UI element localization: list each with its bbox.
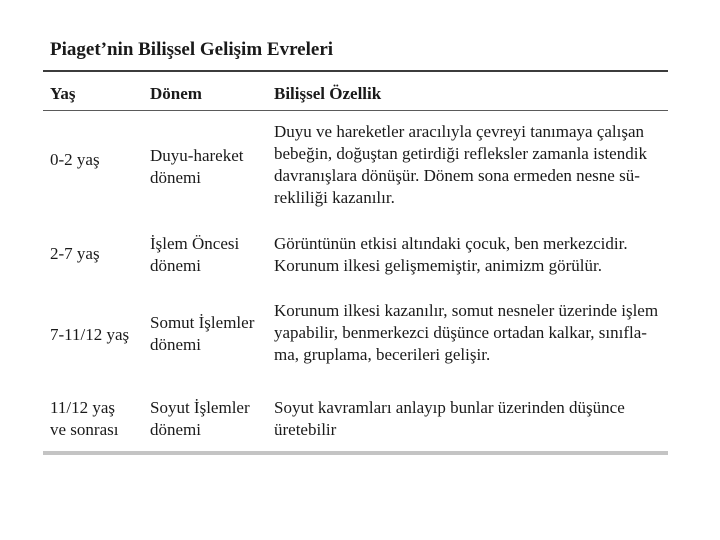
row-3-feature — [274, 300, 658, 366]
row-3-feature-line-3: ma, gruplama, becerileri gelişir. — [274, 345, 491, 364]
row-2-period — [150, 233, 239, 277]
row-3-period-line-1: Somut İşlemler — [150, 313, 255, 332]
row-1-period-line-1: Duyu-hareket — [150, 146, 244, 165]
row-1-feature-line-1: Duyu ve hareketler aracılıyla çevreyi tanımaya çalışan — [274, 122, 645, 141]
header-age: Yaş — [50, 84, 76, 103]
row-2-feature-line-2: Korunum ilkesi gelişmemiştir, animizm görülür. — [274, 256, 602, 275]
row-3-period — [150, 312, 254, 356]
bottom-rule — [43, 451, 668, 455]
row-1-feature-line-3: davranışlara dönüşür. Dönem sona ermeden nesne sü- — [274, 166, 640, 185]
row-4-age — [50, 397, 118, 441]
row-1-age — [50, 149, 100, 171]
row-1-feature-line-2: bebeğin, doğuştan getirdiği refleksler zamanla istendik — [274, 144, 647, 163]
header-period: Dönem — [150, 84, 202, 103]
row-3-age — [50, 324, 129, 346]
row-2-period-line-1: İşlem Öncesi — [150, 234, 240, 253]
row-1-period — [150, 145, 243, 189]
row-4-period-line-2: dönemi — [150, 420, 201, 439]
row-1-age-line: 0-2 yaş — [50, 150, 100, 169]
row-4-feature-line-1: Soyut kavramları anlayıp bunlar üzerinden düşünce — [274, 398, 625, 417]
row-4-period-line-1: Soyut İşlemler — [150, 398, 250, 417]
row-2-age-line: 2-7 yaş — [50, 244, 100, 263]
header-rule — [43, 110, 668, 111]
row-3-feature-line-2: yapabilir, benmerkezci düşünce ortadan kalkar, sınıfla- — [274, 323, 647, 342]
header-feature: Bilişsel Özellik — [274, 84, 382, 103]
row-2-feature-line-1: Görüntünün etkisi altındaki çocuk, ben merkezcidir. — [274, 234, 628, 253]
row-2-feature — [274, 233, 628, 277]
row-3-period-line-2: dönemi — [150, 335, 201, 354]
row-1-feature — [274, 121, 647, 209]
top-rule — [43, 70, 668, 72]
row-1-feature-line-4: rekliliği kazanılır. — [274, 188, 395, 207]
row-4-age-line-2: ve sonrası — [50, 420, 119, 439]
row-3-age-line: 7-11/12 yaş — [50, 325, 130, 344]
row-2-age — [50, 243, 100, 265]
row-4-age-line-1: 11/12 yaş — [50, 398, 116, 417]
table-title: Piaget’nin Bilişsel Gelişim Evreleri — [50, 39, 334, 60]
row-2-period-line-2: dönemi — [150, 256, 201, 275]
row-3-feature-line-1: Korunum ilkesi kazanılır, somut nesneler üzerinde işlem — [274, 301, 659, 320]
row-1-period-line-2: dönemi — [150, 168, 201, 187]
row-4-period — [150, 397, 250, 441]
row-4-feature — [274, 397, 625, 441]
row-4-feature-line-2: üretebilir — [274, 420, 337, 439]
